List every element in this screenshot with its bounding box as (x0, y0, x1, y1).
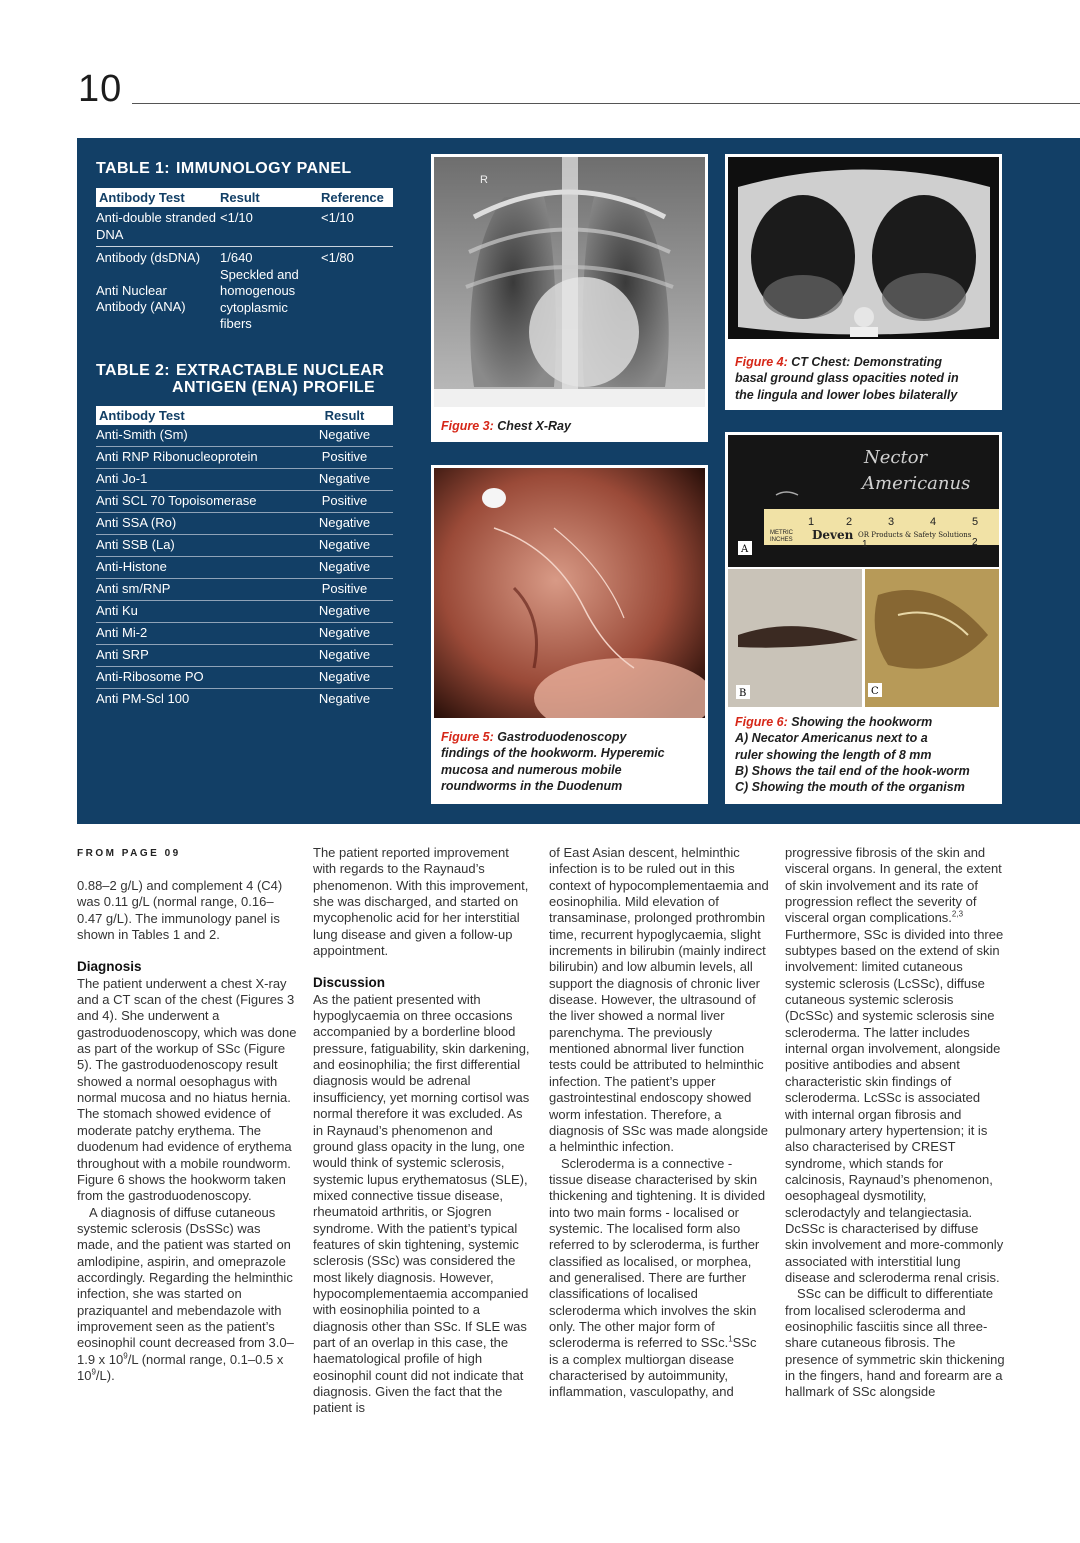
paragraph: SSc can be difficult to differentiate from localised scleroderma and eosinophilic fasciitis since all three-share cutaneous fibrosis. The presence of symmetric skin thickening in the fingers, hand and forearm are a hallmark of SSc alongside (785, 1286, 1005, 1400)
discussion-heading: Discussion (313, 975, 386, 991)
table1-title (96, 160, 352, 178)
ruler-metric: METRIC (770, 530, 793, 536)
table2-cell-result: Negative (318, 647, 371, 662)
paragraph: of East Asian descent, helminthic infection is to be ruled out in this context of hypocomplementaemia and eosinophilia. Mild elevation of transaminase, prolonged prothrombin time, recurrent hypoglycaemia, slight increments in bilirubin (mainly indirect bilirubin) and low albumin levels, all support the diagnosis of chronic liver disease. However, the ultrasound of the liver showed a normal liver parenchyma. The previously mentioned abnormal liver function tests could be attributed to helminthic infection. The patient’s upper gastrointestinal endoscopy showed worm infestation. Therefore, a diagnosis of SSc was made alongside a helminthic infection. (549, 845, 769, 1155)
table-row (96, 689, 393, 710)
body-column-4 (785, 845, 1005, 1401)
chest-xray-image (434, 157, 705, 407)
paragraph: The patient underwent a chest X-ray and a CT scan of the chest (Figures 3 and 4). She underwent a gastroduodenoscopy, which was done as part of the workup of SSc (Figure 5). The gastroduodenoscopy result showed a normal oesophagus with normal mucosa and no hiatus hernia. The stomach showed evidence of moderate patchy erythema. The duodenum had evidence of erythema throughout with a mobile roundworm. Figure 6 shows the hookworm taken from the gastroduodenoscopy. (77, 975, 297, 1204)
table-row (96, 469, 393, 491)
body-column-1 (77, 878, 297, 1384)
figure6-card (725, 432, 1002, 804)
table2-cell-test: Anti SSA (Ro) (96, 515, 177, 530)
table2-cell-test: Anti PM-Scl 100 (96, 691, 190, 706)
table-row (96, 447, 393, 469)
table1-cell-result (220, 250, 321, 333)
panel-label-c: C (871, 686, 879, 697)
table1-cell-reference-dsdna: <1/80 (321, 250, 354, 265)
citation: 2,3 (951, 910, 964, 920)
ruler-inches: INCHES (770, 537, 793, 543)
ruler-number: 2 (972, 537, 978, 548)
ruler-number: 1 (808, 516, 815, 528)
table2-cell-test: Anti SCL 70 Topoisomerase (96, 493, 257, 508)
table2-cell-test: Anti-Ribosome PO (96, 669, 204, 684)
paragraph (77, 1205, 297, 1385)
figure6-caption-line1: Showing the hookworm (791, 715, 933, 729)
table-row (96, 579, 393, 601)
text-run: progressive fibrosis of the skin and visceral organs. In general, the extent of skin involvement and its rate of progression reflect the severity of visceral organ complications. (785, 845, 1002, 926)
ruler-number: 1 (862, 539, 868, 550)
figure4-label: Figure 4: (735, 355, 788, 369)
figure3-card (431, 154, 708, 442)
table-row (96, 601, 393, 623)
ruler-number: 5 (972, 516, 979, 528)
figure3-label: Figure 3: (441, 419, 494, 433)
text-run: SSc is a complex multiorgan disease characterised by autoimmunity, inflammation, vasculopathy, and (549, 1335, 757, 1400)
table2-cell-result: Negative (318, 427, 371, 442)
table2-cell-test: Anti SSB (La) (96, 537, 175, 552)
ruler-company: OR Products & Safety Solutions (858, 531, 972, 539)
table2-title-line2: ANTIGEN (ENA) PROFILE (172, 379, 376, 396)
figure5-caption (441, 729, 665, 794)
table2-cell-test: Anti Ku (96, 603, 138, 618)
panel-label-b: B (739, 688, 747, 699)
text-run: /L (normal range, 0.1–0.5 x 10 (77, 1351, 284, 1383)
table1-col-test: Antibody Test (99, 190, 185, 205)
figure6-caption-line3: ruler showing the length of 8 mm (735, 747, 932, 762)
table1-cell-result-dsdna: 1/640 (220, 250, 253, 265)
table2-cell-test: Anti sm/RNP (96, 581, 171, 596)
diagnosis-heading: Diagnosis (77, 959, 142, 975)
table2-cell-result: Negative (318, 537, 371, 552)
figure5-caption-line3: mucosa and numerous mobile (441, 762, 622, 777)
paragraph (785, 845, 1005, 1286)
figure3-caption-line: Chest X-Ray (497, 419, 571, 433)
handwriting-line2: Americanus (862, 473, 971, 494)
table1-cell-test: Anti-double stranded DNA (96, 210, 216, 242)
table2-cell-result: Negative (318, 691, 371, 706)
table1-number: TABLE 1: (96, 160, 171, 177)
table2-cell-result: Negative (318, 515, 371, 530)
figure6-label: Figure 6: (735, 715, 788, 729)
citation: 1 (728, 1334, 733, 1344)
table2-title (96, 362, 384, 396)
figure4-caption-line2: basal ground glass opacities noted in (735, 371, 959, 386)
table2-title-line1: EXTRACTABLE NUCLEAR (176, 362, 385, 379)
ruler-number: 3 (888, 516, 895, 528)
figure3-caption (441, 418, 571, 434)
endoscopy-image (434, 468, 705, 718)
figure4-caption (735, 354, 959, 403)
ct-chest-image (728, 157, 999, 339)
table1-col-result: Result (220, 190, 260, 205)
table2-cell-test: Anti Jo-1 (96, 471, 148, 486)
from-page-label: FROM PAGE 09 (77, 848, 181, 859)
table1-cell-test-ana: Anti Nuclear Antibody (ANA) (96, 282, 186, 314)
figure6-caption (735, 714, 970, 795)
hookworm-images (728, 435, 999, 707)
figure4-caption-line3: the lingula and lower lobes bilaterally (735, 387, 958, 402)
ena-profile-table (96, 406, 393, 710)
immunology-table (96, 188, 393, 336)
paragraph (549, 1156, 769, 1401)
table1-cell-result: <1/10 (220, 210, 253, 225)
table-row (96, 513, 393, 535)
table1-cell-reference: <1/10 (321, 210, 354, 225)
figure6-caption-line5: C) Showing the mouth of the organism (735, 780, 965, 795)
table-row (96, 491, 393, 513)
page-number: 10 (78, 68, 123, 110)
table2-col-result: Result (324, 408, 365, 423)
table-row (96, 667, 393, 689)
table2-cell-test: Anti Mi-2 (96, 625, 148, 640)
paragraph: The patient reported improvement with regards to the Raynaud’s phenomenon. With this improvement, she was discharged, and started on mycophenolic acid for her interstitial lung disease and given a follow-up appointment. (313, 845, 529, 959)
table2-header (96, 406, 393, 425)
table1-cell-result-ana: Speckled and homogenous cytoplasmic fibers (220, 266, 299, 331)
figure5-caption-line4: roundworms in the Duodenum (441, 778, 623, 793)
superscript: 9 (123, 1351, 128, 1361)
table2-cell-test: Anti-Histone (96, 559, 167, 574)
figure5-label: Figure 5: (441, 730, 494, 744)
table2-cell-test: Anti RNP Ribonucleoprotein (96, 449, 258, 464)
paragraph: 0.88–2 g/L) and complement 4 (C4) was 0.11 g/L (normal range, 0.16–0.47 g/L). The immunology panel is shown in Tables 1 and 2. (77, 878, 283, 943)
table-row (96, 425, 393, 447)
paragraph: As the patient presented with hypoglycaemia on three occasions accompanied by a borderline blood pressure, fatiguability, skin darkening, and eosinophilia; the first differential diagnosis would be adrenal insufficiency, yet morning cortisol was normal therefore it was excluded. As in Raynaud’s phenomenon and ground glass opacity in the lung, one would think of systemic sclerosis, systemic lupus erythematosus (SLE), mixed connective tissue disease, rheumatoid arthritis, or Sjogren syndrome. With the patient’s typical features of skin tightening, systemic sclerosis (SSc) was considered the most likely diagnosis. However, hypocomplementaemia accompanied with eosinophilia pointed to a diagnosis other than SSc. If SLE was part of an overlap in this case, the haematological profile of high eosinophil count did not indicate that diagnosis. Given the fact that the patient is (313, 991, 530, 1416)
table-row (96, 247, 393, 336)
superscript: 9 (91, 1367, 96, 1377)
table2-col-test: Antibody Test (99, 408, 185, 423)
table-row (96, 645, 393, 667)
figure6-caption-line2: A) Necator Americanus next to a (735, 731, 928, 746)
table1-cell-reference (321, 250, 393, 333)
ruler-brand: Deven (812, 528, 854, 542)
figure4-caption-line1: CT Chest: Demonstrating (791, 355, 942, 369)
table1-title-text: IMMUNOLOGY PANEL (176, 160, 352, 177)
table2-cell-result: Negative (318, 625, 371, 640)
body-column-2 (313, 845, 533, 1417)
text-run: /L). (95, 1367, 115, 1383)
body-column-3 (549, 845, 769, 1401)
figure5-caption-line2: findings of the hookworm. Hyperemic (441, 746, 665, 761)
handwriting-line1: Nector (864, 447, 928, 468)
figure4-card (725, 154, 1002, 410)
figure5-card (431, 465, 708, 804)
table2-cell-test: Anti-Smith (Sm) (96, 427, 188, 442)
table2-cell-result: Negative (318, 559, 371, 574)
table2-body (96, 425, 393, 710)
table-row (96, 535, 393, 557)
table1-cell-test-dsdna: Antibody (dsDNA) (96, 250, 201, 265)
text-run: A diagnosis of diffuse cutaneous systemic sclerosis (DsSSc) was made, and the patient was started on amlodipine, aspirin, and omeprazole accordingly. Regarding the helminthic infection, she was started on praziquantel and mebendazole with improvement seen as the patient’s eosinophil count decreased from 3.0–1.9 x 10 (77, 1204, 294, 1367)
table-row (96, 557, 393, 579)
ruler-number: 4 (930, 516, 937, 528)
ruler-number: 2 (846, 516, 853, 528)
figure6-caption-line4: B) Shows the tail end of the hook-worm (735, 763, 970, 778)
table2-cell-result: Negative (318, 471, 371, 486)
table-row (96, 207, 393, 247)
table2-cell-result: Positive (321, 449, 368, 464)
table2-cell-test: Anti SRP (96, 647, 149, 662)
table1-cell-test (96, 250, 220, 333)
panel-label-a: A (741, 544, 749, 555)
table2-cell-result: Negative (318, 603, 371, 618)
table2-number: TABLE 2: (96, 362, 171, 379)
table1-col-reference: Reference (321, 190, 384, 205)
table2-cell-result: Positive (321, 493, 368, 508)
table2-cell-result: Positive (321, 581, 368, 596)
figure5-caption-line1: Gastroduodenoscopy (497, 730, 627, 744)
table2-cell-result: Negative (318, 669, 371, 684)
table-row (96, 623, 393, 645)
text-run: Scleroderma is a connective - tissue disease characterised by skin thickening and tightening. It is divided into two main forms - localised or systemic. The localised form also referred to by scleroderma, is further classified as localised, or morphea, and generalised. There are further classifications of localised scleroderma which involves the skin only. The other major form of scleroderma is referred to SSc. (549, 1155, 766, 1351)
header-rule (132, 103, 1080, 104)
text-run: Furthermore, SSc is divided into three subtypes based on the extend of skin involvement: limited cutaneous systemic sclerosis (LcSSc), diffuse cutaneous systemic sclerosis (DcSSc) and systemic sclerosis sine scleroderma. The latter includes internal organ involvement, alongside positive antibodies and absent characteristic skin findings of scleroderma. LcSSc is associated with internal organ fibrosis and pulmonary artery hypertension; it is also characterised by CREST syndrome, which stands for calcinosis, Raynaud’s phenomenon, oesophageal dysmotility, sclerodactyly and telangiectasia. DcSSc is characterised by diffuse skin involvement and more-commonly associated with interstitial lung disease and scleroderma renal crisis. (785, 926, 1004, 1285)
xray-marker: R (480, 174, 488, 186)
table1-header (96, 188, 393, 207)
figures-tables-panel (77, 138, 1080, 824)
